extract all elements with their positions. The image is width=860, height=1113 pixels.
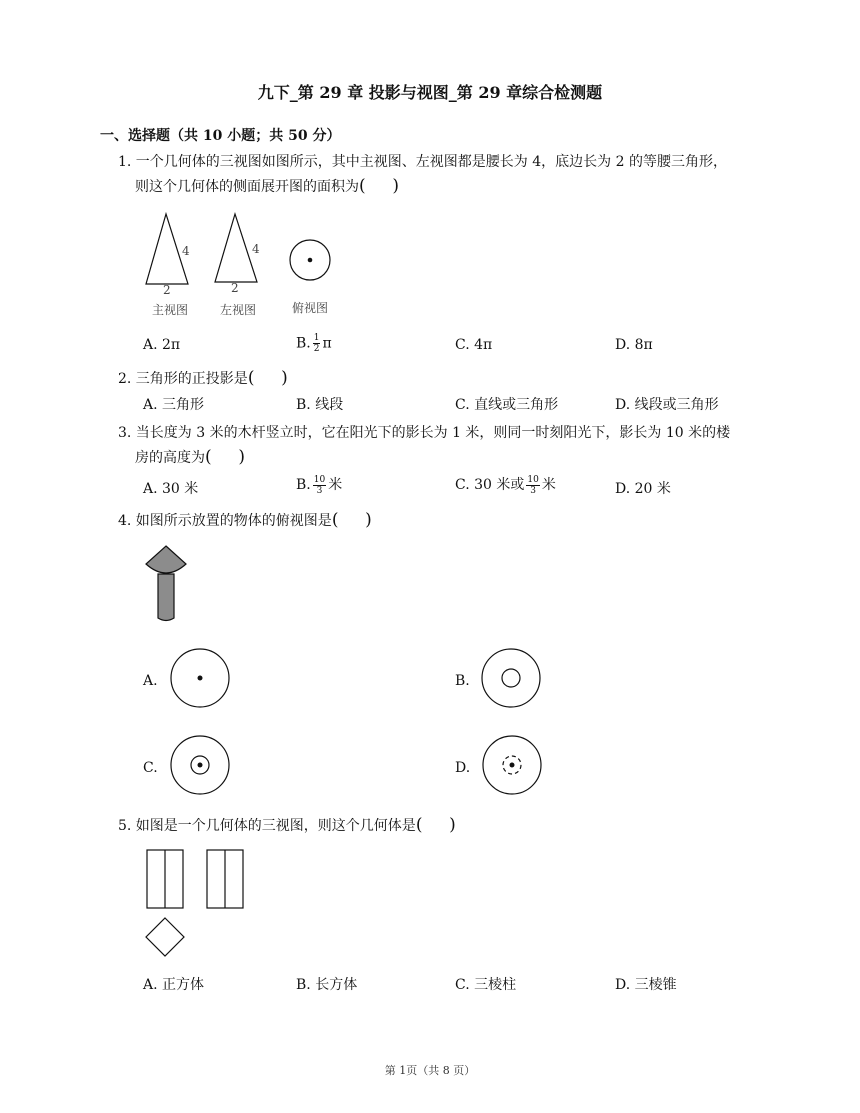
object-cone-cap	[146, 546, 186, 573]
question-3-line-1: 3. 当长度为 3 米的木杆竖立时，它在阳光下的影长为 1 米，则同一时刻阳光下，影长为 10 米的楼	[118, 425, 731, 441]
q2-option-b[interactable]: B. 线段	[296, 397, 344, 413]
q3-option-d[interactable]: D. 20 米	[615, 481, 671, 497]
q4-option-a[interactable]: A.	[143, 673, 158, 689]
q2-option-c[interactable]: C. 直线或三角形	[455, 397, 559, 413]
question-4-object-figure	[144, 544, 194, 624]
answer-blank[interactable]	[205, 447, 245, 468]
q3-option-c[interactable]: C. 30 米或 $\frac{10}{3}$ 米	[455, 474, 556, 496]
q1-option-b[interactable]: B. $\frac{1}{2}$ π	[296, 333, 332, 354]
q4-option-c-figure[interactable]	[170, 735, 232, 797]
question-4-line-1: 4. 如图所示放置的物体的俯视图是( )	[118, 510, 372, 531]
left-view-base-label: 2	[231, 281, 239, 295]
question-3-line-2: 房的高度为( )	[135, 447, 245, 468]
center-dot	[510, 763, 515, 768]
left-view-triangle	[215, 214, 257, 282]
q3-option-b[interactable]: B. $\frac{10}{3}$ 米	[296, 474, 343, 496]
fraction: $\frac{10}{3}$	[527, 474, 539, 496]
front-view-base-label: 2	[163, 283, 171, 297]
q1-option-a[interactable]: A. 2π	[143, 337, 181, 353]
q5-option-d[interactable]: D. 三棱锥	[615, 977, 677, 993]
page-title: 九下_第 29 章 投影与视图_第 29 章综合检测题	[257, 83, 603, 102]
center-dot	[198, 676, 203, 681]
q1-option-c[interactable]: C. 4π	[455, 337, 493, 353]
left-view-caption: 左视图	[220, 303, 257, 317]
page-footer: 第 1页（共 8 页）	[384, 1064, 476, 1077]
fraction: $\frac{10}{3}$	[313, 474, 326, 496]
q2-option-a[interactable]: A. 三角形	[143, 397, 205, 413]
q4-option-d-figure[interactable]	[482, 735, 544, 797]
question-5-three-views-figure	[144, 848, 254, 960]
top-view-center-dot	[308, 258, 313, 263]
front-view-caption: 主视图	[152, 303, 189, 317]
q5-option-b[interactable]: B. 长方体	[296, 977, 358, 993]
q4-option-b[interactable]: B.	[455, 673, 470, 689]
answer-blank[interactable]	[248, 368, 288, 389]
answer-blank[interactable]	[332, 510, 372, 531]
object-cylinder	[158, 574, 174, 621]
section-heading: 一、选择题（共 10 小题；共 50 分）	[100, 128, 341, 144]
center-dot	[198, 763, 203, 768]
question-5-line-1: 5. 如图是一个几何体的三视图，则这个几何体是( )	[118, 815, 456, 836]
q2-option-d[interactable]: D. 线段或三角形	[615, 397, 719, 413]
top-view-diamond	[146, 918, 184, 956]
fraction: $\frac{1}{2}$	[313, 333, 320, 354]
answer-blank[interactable]	[359, 176, 399, 197]
q5-option-a[interactable]: A. 正方体	[143, 977, 205, 993]
answer-blank[interactable]	[416, 815, 456, 836]
question-1-line-2: 则这个几何体的侧面展开图的面积为( )	[135, 176, 399, 197]
question-2-line-1: 2. 三角形的正投影是( )	[118, 368, 288, 389]
question-1-line-1: 1. 一个几何体的三视图如图所示，其中主视图、左视图都是腰长为 4，底边长为 2 的等腰三角形，	[118, 154, 727, 170]
q4-option-d[interactable]: D.	[455, 760, 471, 776]
left-view-side-label: 4	[252, 242, 260, 256]
q4-option-c[interactable]: C.	[143, 760, 158, 776]
q1-option-d[interactable]: D. 8π	[615, 337, 653, 353]
outer-circle	[482, 649, 540, 707]
inner-circle	[502, 669, 520, 687]
top-view-caption: 俯视图	[292, 301, 329, 315]
front-view-side-label: 4	[182, 244, 190, 258]
q4-option-a-figure[interactable]	[170, 648, 232, 710]
q3-option-a[interactable]: A. 30 米	[143, 481, 199, 497]
q5-option-c[interactable]: C. 三棱柱	[455, 977, 517, 993]
q4-option-b-figure[interactable]	[481, 648, 543, 710]
